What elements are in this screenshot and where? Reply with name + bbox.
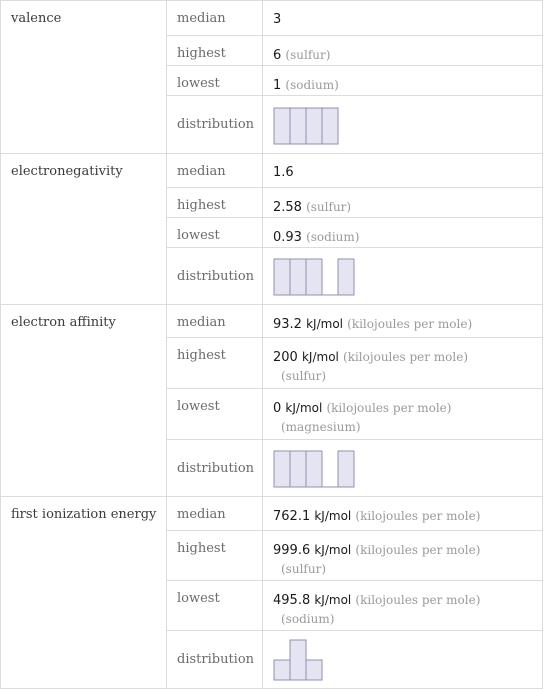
distribution-cell bbox=[263, 440, 543, 497]
unit: kJ/mol bbox=[314, 543, 352, 557]
stat-value bbox=[263, 66, 543, 96]
distribution-histogram bbox=[273, 639, 323, 681]
unit: kJ/mol bbox=[314, 509, 352, 523]
histogram-bar bbox=[322, 108, 338, 144]
stat-value bbox=[263, 188, 543, 218]
value: 762.1 bbox=[273, 509, 311, 524]
element-note: (sodium) bbox=[285, 78, 339, 92]
stat-label: highest bbox=[167, 188, 263, 218]
table-row bbox=[1, 154, 543, 188]
value: 3 bbox=[273, 12, 282, 27]
unit: kJ/mol bbox=[306, 317, 343, 331]
histogram-bar bbox=[338, 451, 354, 487]
element-note: (sulfur) bbox=[306, 200, 352, 214]
stat-label: lowest bbox=[167, 66, 263, 96]
element-note: (sulfur) bbox=[281, 369, 326, 383]
unit: kJ/mol bbox=[285, 401, 323, 415]
value: 0.93 bbox=[273, 230, 302, 245]
element-note: (magnesium) bbox=[281, 420, 361, 434]
histogram-bar bbox=[290, 108, 306, 144]
distribution-histogram bbox=[273, 448, 355, 488]
unit-note: (kilojoules per mole) bbox=[347, 317, 473, 331]
element-note: (sodium) bbox=[306, 230, 360, 244]
histogram-bar bbox=[306, 660, 322, 680]
stat-label: lowest bbox=[167, 218, 263, 248]
histogram-bar bbox=[306, 259, 322, 295]
element-note: (sodium) bbox=[281, 612, 335, 626]
table-row bbox=[1, 1, 543, 36]
stat-value bbox=[263, 581, 543, 631]
stat-label: median bbox=[167, 305, 263, 338]
value: 2.58 bbox=[273, 200, 302, 215]
unit-note: (kilojoules per mole) bbox=[355, 593, 481, 607]
value: 999.6 bbox=[273, 543, 311, 558]
stat-value bbox=[263, 36, 543, 66]
distribution-cell bbox=[263, 631, 543, 689]
element-note: (sulfur) bbox=[285, 48, 331, 62]
distribution-histogram bbox=[273, 256, 355, 296]
value: 1.6 bbox=[273, 165, 294, 180]
stat-label: median bbox=[167, 1, 263, 36]
value: 1 bbox=[273, 78, 282, 93]
stat-label: highest bbox=[167, 338, 263, 389]
histogram-bar bbox=[274, 660, 290, 680]
histogram-bar bbox=[290, 451, 306, 487]
property-name: valence bbox=[1, 1, 167, 154]
stat-value bbox=[263, 497, 543, 531]
unit-note: (kilojoules per mole) bbox=[343, 350, 469, 364]
unit-note: (kilojoules per mole) bbox=[326, 401, 452, 415]
stat-value bbox=[263, 389, 543, 440]
value: 93.2 bbox=[273, 317, 302, 332]
stat-label: lowest bbox=[167, 389, 263, 440]
stat-value bbox=[263, 218, 543, 248]
distribution-cell bbox=[263, 96, 543, 154]
histogram-bar bbox=[290, 640, 306, 680]
stat-label: distribution bbox=[167, 631, 263, 689]
histogram-bar bbox=[274, 108, 290, 144]
element-note: (sulfur) bbox=[281, 562, 326, 576]
value: 6 bbox=[273, 48, 282, 63]
stat-value bbox=[263, 305, 543, 338]
value: 200 bbox=[273, 350, 298, 365]
stat-value bbox=[263, 338, 543, 389]
value: 0 bbox=[273, 401, 282, 416]
unit-note: (kilojoules per mole) bbox=[355, 509, 481, 523]
stat-value bbox=[263, 154, 543, 188]
stat-label: distribution bbox=[167, 96, 263, 154]
stat-label: distribution bbox=[167, 248, 263, 305]
histogram-bar bbox=[306, 451, 322, 487]
distribution-histogram bbox=[273, 105, 339, 145]
property-name: electronegativity bbox=[1, 154, 167, 305]
stat-label: distribution bbox=[167, 440, 263, 497]
stat-label: median bbox=[167, 497, 263, 531]
unit-note: (kilojoules per mole) bbox=[355, 543, 481, 557]
unit: kJ/mol bbox=[301, 350, 339, 364]
stat-value bbox=[263, 531, 543, 581]
histogram-bar bbox=[274, 451, 290, 487]
stat-label: median bbox=[167, 154, 263, 188]
distribution-cell bbox=[263, 248, 543, 305]
value: 495.8 bbox=[273, 593, 311, 608]
unit: kJ/mol bbox=[314, 593, 352, 607]
histogram-bar bbox=[274, 259, 290, 295]
stat-value bbox=[263, 1, 543, 36]
stat-label: highest bbox=[167, 531, 263, 581]
table-row bbox=[1, 305, 543, 338]
property-name: electron affinity bbox=[1, 305, 167, 497]
histogram-bar bbox=[306, 108, 322, 144]
histogram-bar bbox=[338, 259, 354, 295]
histogram-bar bbox=[290, 259, 306, 295]
stat-label: lowest bbox=[167, 581, 263, 631]
property-name: first ionization energy bbox=[1, 497, 167, 689]
table-row bbox=[1, 497, 543, 531]
stat-label: highest bbox=[167, 36, 263, 66]
